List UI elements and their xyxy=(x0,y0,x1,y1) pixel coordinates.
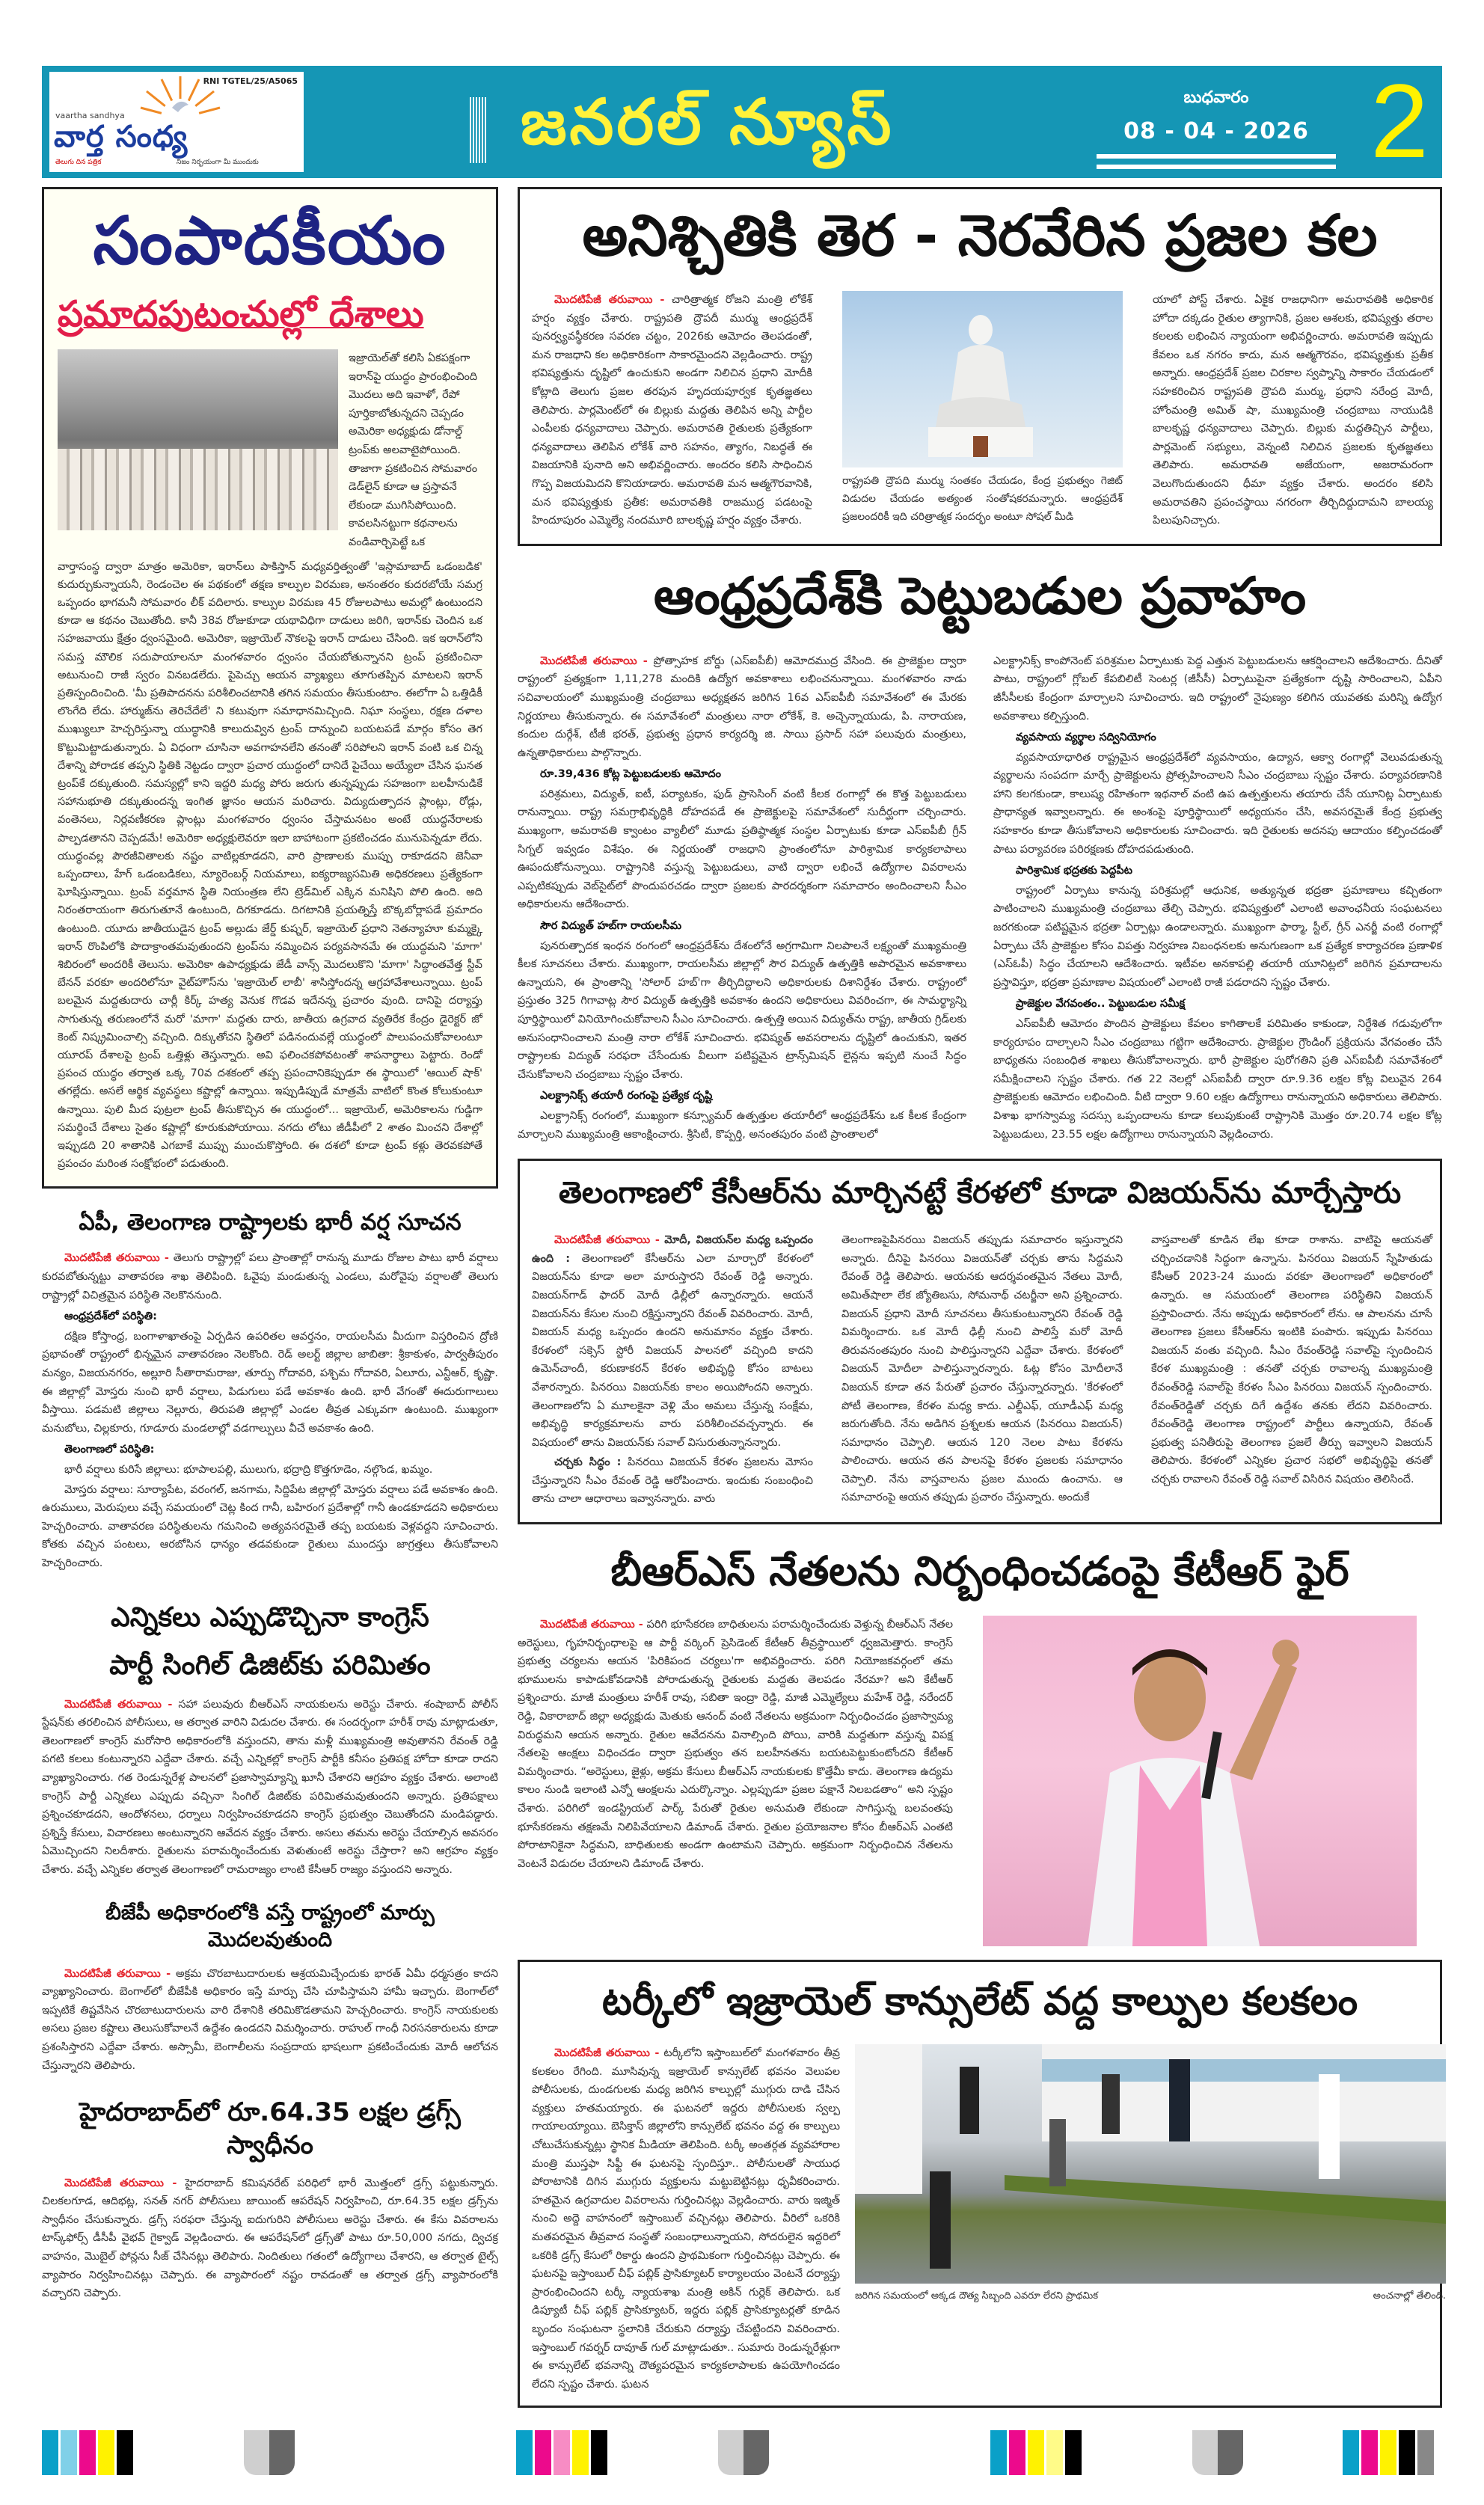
turkey-body: టర్కీలోని ఇస్తాంబుల్‌లో మంగళవారం తీవ్ర కలకలం రేగింది. మూసివున్న ఇజ్రాయెల్ కాన్సులేట్ భవనం వెలుపల పోలీసులకు, దుండగులకు మధ్య జరిగిన కాల్పుల్లో ముగ్గురు దాడి చేసిన వ్యక్తులు హతమయ్యారు. ఈ ఘటనలో ఇద్దరు పోలీసులకు స్వల్ప గాయాలయ్యాయి. బెసిక్తాస్ జిల్లాలోని కాన్సులేట్ భవనం వద్ద ఈ కాల్పులు చోటుచేసుకున్నట్లు స్థానిక మీడియా తెలిపింది. టర్కీ అంతర్గత వ్యవహారాల మంత్రి ముస్తఫా సిఫ్టీ ఈ ఘటనపై స్పందిస్తూ.. పోలీసులతో సాయుధ పోరాటానికి దిగిన ముగ్గురు వ్యక్తులను మట్టుబెట్టినట్లు ధృవీకరించారు. హతమైన ఉగ్రవాదుల వివరాలను గుర్తించినట్లు వెల్లడించారు. వారు ఇజ్మిత్ నుంచి అద్దె వాహనంలో ఇస్తాంబుల్ వచ్చినట్లు తెలిపారు. వీరిలో ఒకరికి మతపరమైన తీవ్రవాద సంస్థతో సంబంధాలున్నాయని, సోదరులైన ఇద్దరిలో ఒకరికి డ్రగ్స్ కేసులో రికార్డు ఉందని ప్రాథమికంగా గుర్తించినట్లు చెప్పారు. ఈ ఘటనపై ఇస్తాంబుల్ చీఫ్ పబ్లిక్ ప్రాసిక్యూటర్ కార్యాలయం వెంటనే దర్యాప్తు ప్రారంభించిందని టర్కీ న్యాయశాఖ మంత్రి అకిన్ గుర్లెక్ తెలిపారు. ఒక డిప్యూటీ చీఫ్ పబ్లిక్ ప్రాసిక్యూటర్, ఇద్దరు పబ్లిక్ ప్రాసిక్యూటర్లతో కూడిన బృందం సంఘటనా స్థలానికి చేరుకుని దర్యాప్తు చేపట్టిందని వివరించారు. ఇస్తాంబుల్ గవర్నర్ దావూత్ గుల్ మాట్లాడుతూ.. సుమారు రెండున్నరేళ్లుగా ఈ కాన్సులేట్ భవనాన్ని దౌత్యపరమైన కార్యకలాపాలకు ఉపయోగించడం లేదని స్పష్టం చేశారు. ఘటన xyxy=(532,2047,840,2391)
investment-subheading: రూ.39,436 కోట్ల పెట్టుబడులకు ఆమోదం xyxy=(540,768,721,781)
turkey-headline: టర్కీలో ఇజ్రాయెల్ కాన్సులేట్ వద్ద కాల్పుల కలకలం xyxy=(601,1979,1358,2025)
kerala-story xyxy=(518,1159,1442,1524)
kerala-col1-text: తెలంగాణలో కేసీఆర్‌ను ఎలా మార్చారో కేరళంలో విజయన్‌ను కూడా అలా మారుస్తారని రేవంత్ రెడ్డి అన్నారు. విజయన్‌గాడ్ ఫాదర్ మోదీ ఢిల్లీలో ఉన్నారన్నారు. ఆయనే విజయన్‌ను కేసుల నుంచి రక్షిస్తున్నారని రేవంత్ వివరించారు. మోదీ, విజయన్ మధ్య ఒప్పందం ఉందని అనుమానం వ్యక్తం చేశారు. కేరళంలో సక్సెస్ స్టోరీ విజయన్ పాలనలో వచ్చింది కాదని ఉమెన్‌చాందీ, కరుణాకరన్ కేరళం అభివృద్ధి కోసం బాటలు వేశారన్నారు. పినరయి విజయన్‌కు కాలం అయిపోందని అన్నారు. తెలంగాణలోని ఏ మూలకైనా వెళ్లి మేం అమలు చేస్తున్న సంక్షేమ, అభివృద్ధి కార్యక్రమాలను వారు పరిశీలించవచ్చన్నారు. ఈ విషయంలో తాను విజయన్‌కు సవాల్ విసురుతున్నానన్నారు. xyxy=(532,1252,814,1449)
weekday: బుధవారం xyxy=(1183,88,1249,107)
amaravati-story xyxy=(518,187,1442,546)
rain-ts-text2: మోస్తరు వర్షాలు: సూర్యాపేట, వరంగల్, జనగామ, సిద్దిపేట జిల్లాల్లో మోస్తరు వర్షాలు పడే అవకాశం ఉంది. ఉరుములు, మెరుపులు వచ్చే సమయంలో చెట్ల కింద గానీ, బహిరంగ ప్రదేశాల్లో గానీ ఉండకూడదని అధికారులు హెచ్చరించారు. వాతావరణ పరిస్థితులను గమనించి అత్యవసరమైతే తప్ప బయటకు వెళ్లవద్దని సూచించారు. కోతకు వచ్చిన పంటలు, ఆరబోసిన ధాన్యం తడవకుండా రైతులు ముందస్తు జాగ్రత్తలు తీసుకోవాలని హెచ్చరించారు. xyxy=(42,1483,498,1569)
rain-ts-heading: తెలంగాణలో పరిస్థితి: xyxy=(64,1444,155,1456)
color-bar xyxy=(42,2430,133,2475)
rain-ap-heading: ఆంధ్రప్రదేశ్‌లో పరిస్థితి: xyxy=(64,1310,157,1323)
kerala-col1-tail: పినరయి విజయన్ కేరళం ప్రజలను మోసం చేస్తున్నారని సీఎం రేవంత్ రెడ్డి ఆరోపించారు. ఇందుకు సంబంధించి తాను చాలా ఆధారాలు ఇవ్వానన్నారు. వారు xyxy=(532,1456,813,1506)
investment-subheading: వ్యవసాయ వ్యర్థాల సద్వినియోగం xyxy=(1016,732,1156,744)
page-columns xyxy=(42,187,1446,2408)
istanbul-shooting-photo xyxy=(855,2044,1446,2284)
investment-headline: ఆంధ్రప్రదేశ్‌కి పెట్టుబడుల ప్రవాహం xyxy=(653,566,1307,626)
investment-subheading: ఎలక్ట్రానిక్స్ తయారీ రంగంపై ప్రత్యేక దృష్టి xyxy=(540,1090,713,1103)
turkey-caption-right: అంచనాల్లో తేలింది. xyxy=(1373,2290,1446,2302)
amaravati-col3: యాలో పోస్ట్ చేశారు. ఏకైక రాజధానిగా అమరావతికి అధికారిక హోదా దక్కడం రైతుల త్యాగానికి, ప్రజల ఆశలకు, భవిష్యత్తు తరాల కలలకు లభించిన న్యాయంగా అభివర్ణించారు. అమరావతి ఇప్పుడు కేవలం ఒక నగరం కాదు, మన ఆత్మగౌరవం, భవిష్యత్తుకు ప్రతీక అన్నారు. ఆంధ్రప్రదేశ్ ప్రజల చిరకాల స్వప్నాన్ని సాకారం చేయడంలో సహకరించిన రాష్ట్రపతి ద్రౌపది ముర్ము, ప్రధాని నరేంద్ర మోదీ, హోంమంత్రి అమిత్ షా, ముఖ్యమంత్రి చంద్రబాబు నాయుడికి బాలకృష్ణ ధన్యవాదాలు చెప్పారు. బిల్లుకు మద్దతిచ్చిన పార్టీలు, పార్లమెంట్ సభ్యులు, వెన్నంటి నిలిచిన ప్రజలకు కృతజ్ఞతలు తెలిపారు. అమరావతి అజేయంగా, అజరామరంగా వెలుగొందుతుందని ధీమా వ్యక్తం చేశారు. అందరం కలిసి అమరావతిని ప్రపంచస్థాయి నగరంగా తీర్చిదిద్దుదామని బాలయ్య పిలుపునిచ్చారు. xyxy=(1153,294,1433,527)
congress-headline-line2: పార్టీ సింగిల్ డిజిట్‌కు పరిమితం xyxy=(109,1649,431,1681)
grey-registration-mark xyxy=(244,2430,295,2475)
kerala-headline: తెలంగాణలో కేసీఆర్‌ను మార్చినట్టే కేరళలో కూడా విజయన్‌ను మార్చేస్తారు xyxy=(558,1176,1402,1211)
investment-subheading: పారిశ్రామిక భద్రతకు పెద్దపీట xyxy=(1016,865,1132,877)
date-underline xyxy=(1097,154,1336,169)
amaravati-caption: రాష్ట్రపతి ద్రౌపది ముర్ము సంతకం చేయడం, కేంద్ర ప్రభుత్వం గెజిట్ విడుదల చేయడం అత్యంత సంతోషకరమన్నారు. ఆంధ్రప్రదేశ్ ప్రజలందరికీ ఇది చరిత్రాత్మక సందర్భం అంటూ సోషల్ మీడి xyxy=(842,475,1123,523)
dateline: మొదటిపేజీ తరువాయి - xyxy=(64,1252,169,1265)
section-title: జనరల్ న్యూస్ xyxy=(521,85,895,159)
bjp-body: అక్రమ చొరబాటుదారులకు ఆశ్రయమిచ్చేందుకు భారత్ ఏమీ ధర్మసత్రం కాదని వ్యాఖ్యానించారు. బెంగాల్‌లో బీజేపీకి అధికారం ఇస్తే మార్పు చేసి చూపిస్తామని హామీ ఇచ్చారు. బెంగాల్‌లో ఇప్పటికే తిష్టవేసిన చొరబాటుదారులను వారి దేశానికి తరిమికొడతామని హెచ్చరించారు. కాంగ్రెస్ నాయకులకు అసలు ప్రజల కష్టాలు తెలుసుకోవాలనే ఉద్దేశం ఉండదని విమర్శించారు. రాహుల్ గాంధీ నిరసనకారులను కూడా ప్రశంసిస్తారని ఎద్దేవా చేశారు. అస్సామీ, బెంగాలీలను సంప్రదాయ భాషలుగా ప్రకటించేందుకు మోదీ ఆలోచన చేస్తున్నారని తెలిపారు. xyxy=(42,1967,498,2072)
dateline: మొదటిపేజీ తరువాయి - xyxy=(554,1234,660,1247)
dateline: మొదటిపేజీ తరువాయి - xyxy=(554,294,665,306)
turkey-story xyxy=(518,1960,1446,2408)
speaker-with-mic-icon xyxy=(983,1616,1417,1946)
dateline: మొదటిపేజీ తరువాయి - xyxy=(540,1619,643,1631)
color-bar xyxy=(1343,2430,1434,2475)
dateline: మొదటిపేజీ తరువాయి - xyxy=(64,1698,173,1711)
amaravati-col1: చారిత్రాత్మక రోజని మంత్రి లోకేశ్ హర్షం వ్యక్తం చేశారు. రాష్ట్రపతి ద్రౌపదీ ముర్ము ఆంధ్రప్రదేశ్ పునర్వ్యవస్థీకరణ సవరణ చట్టం, 2026కు ఆమోదం తెలపడంతో, మన రాజధాని కల అధికారికంగా సాకారమైందని వెల్లడించారు. రాష్ట్ర భవిష్యత్తును దృష్టిలో ఉంచుకుని అండగా నిలిచిన ప్రధాని మోదీకి కోట్లాది తెలుగు ప్రజల తరపున హృదయపూర్వక కృతజ్ఞతలు తెలిపారు. పార్లమెంట్‌లో ఈ బిల్లుకు మద్దతు తెలిపిన అన్ని పార్టీల ఎంపీలకు ధన్యవాదాలు చెప్పారు. అమరావతి రైతులకు ప్రత్యేకంగా ధన్యవాదాలు తెలిపిన లోకేశ్ వారి సహనం, త్యాగం, నిబద్ధతే ఈ విజయానికి పునాది అని అభివర్ణించారు. అందరం కలిసి సాధించిన గొప్ప విజయమిదని కొనియాడారు. అమరావతి మన ఆత్మగౌరవానికి, మన భవిష్యత్తుకు ప్రతీక: అమరావతికి రాజముద్ర పడటంపై హిందూపురం ఎమ్మెల్యే నందమూరి బాలకృష్ణ హర్షం వ్యక్తం చేశారు. xyxy=(532,294,812,527)
police-scene-icon xyxy=(855,2044,1446,2284)
editorial-label: సంపాదకీయం xyxy=(93,202,447,279)
ktr-headline: బీఆర్ఎస్ నేతలను నిర్బంధించడంపై కేటీఆర్ ఫైర్ xyxy=(610,1548,1349,1595)
investment-story xyxy=(518,559,1442,1145)
brand-tagline-right: నిజం నిర్భయంగా మీ ముందుకు xyxy=(177,159,259,166)
editorial-box xyxy=(42,187,498,1189)
kerala-col3: వాస్తవాలతో కూడిన లేఖ కూడా రాశాను. వాటిపై ఆయనతో చర్చించడానికి సిద్ధంగా ఉన్నాను. పినరయి విజయన్ స్నేహితుడు కేసీఆర్ 2023-24 ముందు వరకూ తెలంగాణలో అధికారంలో ఉన్నారు. ఆ సమయంలో తెలంగాణ పరిస్థితిని విజయన్ ప్రస్తావించారు. నేను అప్పుడు అధికారంలో లేను. ఆ పాలనను చూసే తెలంగాణ ప్రజలు కేసీఆర్‌ను ఇంటికి పంపారు. ఇప్పుడు పినరయి విజయన్ వంతు వచ్చింది. సీఎం రేవంత్‌రెడ్డి సవాల్‌పై స్పందించిన కేరళ ముఖ్యమంత్రి : తనతో చర్చకు రావాలన్న ముఖ్యమంత్రి రేవంత్‌రెడ్డి సవాల్‌పై కేరళం సీఎం పినరయి విజయన్ స్పందించారు. రేవంత్‌రెడ్డితో చర్చకు దిగే ఉద్దేశం తనకు లేదని వివరించారు. రేవంత్‌రెడ్డి తెలంగాణ రాష్ట్రంలో పార్టీలు ఉన్నాయని, రేవంత్ ప్రభుత్వ పనితీరుపై తెలంగాణ ప్రజలే తీర్పు ఇవ్వాలని విజయన్ తెలిపారు. కేరళంలో ఎన్నికల ప్రచార సభలో అభివృద్ధిపై తనతో చర్చకు రావాలని రేవంత్ రెడ్డి సవాల్ విసిరిన విషయం తెలిసిందే. xyxy=(1151,1234,1432,1485)
ktr-speech-photo xyxy=(983,1616,1417,1946)
kerala-subheading: చర్చకు సిద్ధం : xyxy=(554,1456,622,1469)
hyderabad-drugs-story xyxy=(42,2096,498,2305)
color-bar xyxy=(990,2430,1082,2475)
print-color-bars xyxy=(42,2430,1442,2475)
investment-col2 xyxy=(993,652,1442,1145)
color-bar xyxy=(516,2430,607,2475)
kerala-lead-bold: మోదీ, విజయన్‌ల మధ్య ఒప్పందం ఉంది : xyxy=(532,1234,813,1265)
hyd-body: హైదరాబాద్ కమిషనరేట్ పరిధిలో భారీ మొత్తంలో డ్రగ్స్ పట్టుకున్నారు. చిలకలగూడ, ఆదిభట్ల, సనత్ నగర్ పోలీసులు జాయింట్ ఆపరేషన్ నిర్వహించి, రూ.64.35 లక్షల డ్రగ్స్‌ను స్వాధీనం చేసుకున్నారు. డ్రగ్స్ సరఫరా చేస్తున్న ఐదుగురిని పోలీసులు అరెస్టు చేశారు. ఈ కేసు వివరాలను టాస్క్‌ఫోర్స్ డీసీపీ వైభవ్ గైక్వాడ్ వెల్లడించారు. ఈ ఆపరేషన్‌లో డ్రగ్స్‌తో పాటు రూ.50,000 నగదు, ద్విచక్ర వాహనం, మొబైల్ ఫోన్లను సీజ్ చేసినట్లు తెలిపారు. నిందితులు గతంలో ఉద్యోగాలు చేశారని, ఆ తర్వాత టైల్స్ వ్యాపారం నిర్వహించినట్లు చెప్పారు. ఈ వ్యాపారంలో నష్టం రావడంతో ఆ తర్వాత డ్రగ్స్ వ్యాపారంలోకి వచ్చారని చెప్పారు. xyxy=(42,2177,498,2300)
rain-headline: ఏపీ, తెలంగాణ రాష్ట్రాలకు భారీ వర్ష సూచన xyxy=(79,1209,462,1236)
amaravati-headline: అనిశ్చితికి తెర - నెరవేరిన ప్రజల కల xyxy=(582,202,1378,269)
congress-headline-line1: ఎన్నికలు ఎప్పుడొచ్చినా కాంగ్రెస్ xyxy=(111,1601,429,1633)
buddha-statue-photo xyxy=(842,291,1123,467)
investment-para: ఎలక్ట్రానిక్స్ రంగంలో, ముఖ్యంగా కన్స్యూమర్ ఉత్పత్తుల తయారీలో ఆంధ్రప్రదేశ్‌ను ఒక కీలక కేంద్రంగా మార్చాలని ముఖ్యమంత్రి ఆకాంక్షించారు. శ్రీసిటీ, కొప్పర్తి, అనంతపురం వంటి ప్రాంతాలలో xyxy=(518,1109,966,1141)
editorial-body: వార్తాసంస్థ ద్వారా మాత్రం అమెరికా, ఇరాన్‌లు పాకిస్తాన్ మధ్యవర్తిత్వంతో 'ఇస్లామాబాద్ ఒడంబడిక' కుదుర్చుకున్నాయనీ, రెండంచెల ఈ పథకంలో తక్షణ కాల్పుల విరమణ, అనంతరం కుదరబోయే సమగ్ర ఒప్పందం భాగమనీ సోమవారం లీక్ వదిలారు. కాల్పుల విరమణ 45 రోజులపాటు అమల్లో ఉంటుందని కూడా ఆ కథనం చెబుతోంది. కానీ 38వ రోజుకూడా యథావిధిగా దాడులు జరిగి, ఇరాన్‌కు చెందిన ఒక సహజవాయు క్షేత్రం ధ్వంసమైంది. అమెరికా, ఇజ్రాయెల్ నౌకలపై ఇరాన్ దాడులు చేసింది. ఇక ఇరాన్‌లోని సమస్త మౌలిక సదుపాయాలనూ మంగళవారం ధ్వంసం చేయబోతున్నానని ట్రంప్ ప్రకటించినా అటునుంచి రాజీ స్వరం వినబడలేదు. పైపెచ్చు ఆయన వ్యాఖ్యలు తూగుతప్పిన మాటలని ఇరాన్ ప్రతిస్పందించింది. 'మీ ప్రతిపాదనను పరిశీలించటానికి తగిన సమయం తీసుకుంటాం. ఈలోగా ఏ ఒత్తిడికీ లొంగేది లేదు. హార్ముజ్‌ను తెరిచేదేలే' ని కటువుగా సమాధానమిచ్చింది. నిఘా సంస్థలు, రక్షణ దళాల ముఖ్యులూ హెచ్చరిస్తున్నా యుద్ధానికి కాలుదువ్విన ట్రంప్ దాన్నుంచి బయటపడే మార్గం కోసం తెగ కొట్టుమిట్టాడుతున్నారు. ఏ విధంగా చూసినా అవగాహనలేని తనంతో సరిపోలని ఇరాన్ వంటి ఒక చిన్న దేశాన్ని పోరాడక తప్పని స్థితికి నెట్టడం ద్వారా ప్రచార యుద్ధంలో దానిదే పైచేయి అయ్యేలా చేసిన ఘనత ట్రంప్‌కే దక్కుతుంది. సమస్యల్లో కాని ఇద్దరి మధ్య పోరు జరుగు తున్నప్పుడు సహజంగా బలహీనుడికే సహానుభూతి దక్కుతుందన్న ఇంగిత జ్ఞానం ఆయన మరిచారు. విద్యుదుత్పాదన ప్లాంట్లు, రోడ్లు, వంతెనలు, నిర్లవణీకరణ ప్లాంట్లు మంగళవారం ధ్వంసం చేస్తామనటం అంటే యుద్ధనేరాలకు పాల్పడతానని చెప్పడమే! అమెరికా అధ్యక్షులెవరూ ఇలా బాహాటంగా ప్రకటించడం మునుపెన్నడూ లేదు. యుద్ధంవల్ల పౌరజీవితాలకు నష్టం వాటిల్లకూడదని, వారి ప్రాణాలకు ముప్పు రాకూడదని జెనీవా ఒప్పందాలు, హేగ్ ఒడంబడికలు, న్యూరెంబర్గ్ నియమాలు, ఐక్యరాజ్యసమితి అధికరణలు ప్రత్యేకంగా ఘోషిస్తున్నాయి. ట్రంప్ వర్తమాన స్థితి నియంత్రణ లేని ట్రెడ్‌మిల్ ఎక్కిన మనిషిని పోలి ఉంది. అది నిరంతరాయంగా తిరుగుతూనే ఉంటుంది, దిగకూడదు. దిగటానికి ప్రయత్నిస్తే బొక్కబోర్లాపడే ప్రమాదం ఉంటుంది. యూదు జాతీయుడైన ట్రంప్ అల్లుడు జేర్డ్ కుష్నర్, ఇజ్రాయెల్ ప్రధాని నెతన్యాహూ కుమ్మక్కై ఇరాన్ రొంపిలోకి పొదాక్రాంతమవుతుందని ట్రంప్‌ను నమ్మించిన పర్యవసానమే ఈ యుద్ధమని 'మాగా' శిబిరంలో అందరికీ తెలుసు. అమెరికా ఉపాధ్యక్షుడు జేడీ వాన్స్ మొదలుకొని 'మాగా' సిద్ధాంతవేత్త స్టీవ్ బేనన్ వరకూ అందరిలోనూ వైట్‌హౌస్‌ను 'ఇజ్రాయెల్ లాబీ' శాసిస్తోందన్న ఆగ్రహావేశాలున్నాయి. ట్రంప్ బలమైన మద్దతుదారు చార్లీ కిర్క్ హత్య వెనుక గొడవ ఇదేనన్న ప్రచారం వుంది. దానిపై దర్యాప్తు సాగుతున్న తరుణంలోనే మరో 'మాగా' మద్దతు దారు, జాతీయ ఉగ్రవాద వ్యతిరేక కేంద్రం డైరెక్టర్ జో కెంట్ నిష్క్రమించాల్సి వచ్చింది. దిక్కుతోచని స్థితిలో పడినందువల్లే యుద్ధంలో పాలుపంచుకోవాలంటూ యూరప్ దేశాలపై ట్రంప్ ఒత్తిళ్లు తెస్తున్నారు. అవి ఫలించకపోవటంతో శాపనార్థాలు పెట్టారు. రెండో ప్రపంచ యుద్ధం తర్వాత ఒక్క 70వ దశకంలో తప్ప ప్రపంచానికెప్పుడూ ఈ స్థాయిలో 'ఆయిల్ షాక్' తగల్లేదు. అసలే ఆర్థిక వ్యవస్థలు కష్టాల్లో ఉన్నాయి. ఇప్పుడిప్పుడే మాత్రమే వాటిలో కొంత కోలుకుంటూ ఉన్నాయి. పులి మీద పుట్రలా ట్రంప్ తీసుకొచ్చిన ఈ యుద్ధంలో... ఇజ్రాయెల్, అమెరికాలను గుడ్డిగా సమర్థించే దేశాలు సైతం కష్టాల్లో కూరుకుపోయాయి. నగదు లోటు జీడీపీలో 2 శాతం మించని దేశాల్లో ఇప్పుడది 20 శాతానికి ఎగబాకే ముప్పు ముంచుకొస్తోంది. ఈ దశలో కూడా ట్రంప్ కళ్లు తెరవకపోతే ప్రపంచం మరింత సంక్షోభంలో పడుతుంది. xyxy=(58,560,482,1171)
editorial-headline: ప్రమాదపుటంచుల్లో దేశాలు xyxy=(58,293,424,335)
rni-number: RNI TGTEL/25/A5065 xyxy=(203,76,298,86)
investment-subheading: ప్రాజెక్టుల వేగవంతం.. పెట్టుబడుల సమీక్ష xyxy=(1016,998,1186,1011)
investment-col1 xyxy=(518,652,966,1145)
congress-body: సహా పలువురు బీఆర్ఎస్ నాయకులను అరెస్టు చేశారు. శంషాబాద్ పోలీస్ స్టేషన్‌కు తరలించిన పోలీసులు, ఆ తర్వాత వారిని విడుదల చేశారు. ఈ సందర్భంగా హరీశ్ రావు మాట్లాడుతూ, తెలంగాణలో కాంగ్రెస్ మరోసారి అధికారంలోకి వస్తుందని, తాను మళ్లీ ముఖ్యమంత్రి అవుతానని రేవంత్ రెడ్డి పగటి కలలు కంటున్నారని ఎద్దేవా చేశారు. వచ్చే ఎన్నికల్లో కాంగ్రెస్ పార్టీకి కనీసం ప్రతిపక్ష హోదా కూడా రాదని వ్యాఖ్యానించారు. గత రెండున్నరేళ్ల పాలనలో ప్రజాస్వామ్యాన్ని ఖూనీ చేశారని ఆగ్రహం వ్యక్తం చేశారు. అలాంటి కాంగ్రెస్ పార్టీ ఎన్నికలు ఎప్పుడు వచ్చినా సింగిల్ డిజిట్‌కు పరిమితమవుతుందని అన్నారు. ప్రతిపక్షాలు ప్రశ్నించకూడదని, ఆందోళనలు, ధర్నాలు నిర్వహించకూడదని కాంగ్రెస్ ప్రభుత్వం చెబుతోందని మండిపడ్డారు. ప్రశ్నిస్తే కేసులు, విచారణలు అంటున్నారని ఆవేదన వ్యక్తం చేశారు. అసలు తమను అరెస్టు చేయాల్సిన అవసరం ఏమొచ్చిందని నిలదీశారు. రైతులను పరామర్శించేందుకు వెళుతుంటే అరెస్టు చేస్తారా? అని ఆగ్రహం వ్యక్తం చేశారు. వచ్చే ఎన్నికల తర్వాత తెలంగాణలో రామరాజ్యం లాంటి కేసీఆర్ రాజ్యం వస్తుందని అన్నారు. xyxy=(42,1698,499,1876)
brand-telugu: వార్త సంధ్య xyxy=(54,120,188,154)
rain-intro: తెలుగు రాష్ట్రాల్లో పలు ప్రాంతాల్లో రానున్న మూడు రోజుల పాటు భారీ వర్షాలు కురవబోతున్నట్టు వాతావరణ శాఖ తెలిపింది. ఓవైపు మండుతున్న ఎండలు, మరోవైపు వర్షాలతో తెలుగు రాష్ట్రాల్లో విచిత్రమైన పరిస్థితి నెలకొననుంది. xyxy=(42,1252,499,1301)
masthead xyxy=(42,62,1442,180)
rain-ts-text1: భారీ వర్షాలు కురిసే జిల్లాలు: భూపాలపల్లి, ములుగు, భద్రాద్రి కొత్తగూడెం, నల్గొండ, ఖమ్మం. xyxy=(64,1463,433,1476)
page-number: 2 xyxy=(1370,62,1429,180)
turkey-caption-left: జరిగిన సమయంలో అక్కడ దౌత్య సిబ్బంది ఎవరూ లేరని ప్రాథమిక xyxy=(855,2290,1099,2302)
investment-para: ఎలక్ట్రానిక్స్ కాంపోనెంట్ పరిశ్రమల ఏర్పాటుకు పెద్ద ఎత్తున పెట్టుబడులను ఆకర్షించాలని ఆదేశించారు. దీనితో పాటు, రాష్ట్రంలో గ్లోబల్ కేపబిలిటీ సెంటర్ల (జీసీసీ) ఏర్పాటుపైనా ప్రత్యేకంగా దృష్టి సారించాలని, ఏపీని జీసీసీలకు కేంద్రంగా మార్చాలని సూచించారు. ఇది రాష్ట్రంలో నైపుణ్యం కలిగిన యువతకు మరిన్ని ఉద్యోగ అవకాశాలు కల్పిస్తుంది. xyxy=(993,654,1442,723)
hyd-headline: హైదరాబాద్‌లో రూ.64.35 లక్షల డ్రగ్స్ స్వాధీనం xyxy=(79,2097,461,2161)
investment-para: రాష్ట్రంలో ఏర్పాటు కానున్న పరిశ్రమల్లో ఆధునిక, అత్యున్నత భద్రతా ప్రమాణాలు కచ్చితంగా పాటించాలని ముఖ్యమంత్రి చంద్రబాబు తేల్చి చెప్పారు. భవిష్యత్తులో ఎలాంటి అవాంఛనీయ సంఘటనలు జరగకుండా పటిష్టమైన భద్రతా ఏర్పాట్లు ఉండాలన్నారు. ముఖ్యంగా ఫార్మా, స్టీల్, గ్రీన్ ఎనర్జీ వంటి రంగాల్లో ఏర్పాటు చేసే ప్రాజెక్టుల కోసం విపత్తు నిర్వహణ నిబంధనలకు అనుగుణంగా ఒక ప్రత్యేక కార్యాచరణ ప్రణాళిక (ఎస్ఓపీ) సిద్ధం చేయాలని ఆదేశించారు. ఇటీవల అనకాపల్లి తయారీ యూనిట్లలో జరిగిన ప్రమాదాలను ప్రస్తావిస్తూ, భద్రతా ప్రమాణాల విషయంలో ఎలాంటి రాజీ పడరాదని స్పష్టం చేశారు. xyxy=(993,884,1442,989)
bjp-story xyxy=(42,1900,498,2076)
grey-registration-mark xyxy=(718,2430,769,2475)
brand-english: vaartha sandhya xyxy=(55,111,125,120)
divider-lines xyxy=(470,97,486,163)
congress-story xyxy=(42,1594,498,1881)
kerala-col2: తెలంగాణపైపినరయి విజయన్ తప్పుడు సమాచారం ఇస్తున్నారని అన్నారు. దీనిపై పినరయి విజయన్‌తో చర్చకు తాను సిద్ధమని రేవంత్ రెడ్డి తెలిపారు. ఆయనకు ఆదర్శవంతమైన నేతలు మోదీ, అమిత్‌షాలా లేక జ్యోతిబసు, సోమనాథ్ చటర్జీనా అని ప్రశ్నించారు. విజయన్ ప్రధాని మోదీ సూచనలు తీసుకుంటున్నారని రేవంత్ రెడ్డి విమర్శించారు. ఒక మోదీ ఢిల్లీ నుంచి పాలిస్తే మరో మోదీ తిరువనంతపురం నుంచి పాలిస్తున్నారని ఎద్దేవా చేశారు. కేరళంలో విజయన్ మోదీలా పాలిస్తున్నారన్నారు. ఓట్ల కోసం మోదీలానే విజయన్ కూడా తన పేరుతో ప్రచారం చేస్తున్నారన్నారు. 'కేరళంలో పోటీ తెలంగాణ, కేరళం మధ్య కాదు. ఎల్డీఎఫ్, యూడీఎఫ్ మధ్య జరుగుతోంది. నేను అడిగిన ప్రశ్నలకు ఆయన (పినరయి విజయన్) సమాధానం చెప్పాలి. ఆయన 120 నెలల పాటు కేరళను పాలించారు. ఆయన తన పాలనపై కేరళం ప్రజలకు సమాధానం చెప్పాలి. నేను వాస్తవాలను ప్రజల ముందు ఉంచాను. ఆ సమాచారంపై ఆయన తప్పుడు ప్రచారం చేస్తున్నారు. అందుకే xyxy=(841,1234,1123,1504)
buddha-statue-icon xyxy=(925,307,1037,457)
editorial-photo-smoke-city xyxy=(58,349,338,530)
editorial-side-text: ఇజ్రాయెల్‌తో కలిసి ఏకపక్షంగా ఇరాన్‌పై యుద్ధం ప్రారంభించింది మొదలు అది ఇవాళో, రేపో పూర్తికాబోతున్నదని చెప్పడం అమెరికా అధ్యక్షుడు డోనాల్డ్ ట్రంప్‌కు అలవాటైపోయింది. తాజాగా ప్రకటించిన సోమవారం డెడ్‌లైన్ కూడా ఆ ప్రస్తావనే లేకుండా ముగిసిపోయింది. కావలసినట్టుగా కథనాలను వండివార్చిపెట్టే ఒక xyxy=(349,352,478,548)
investment-para: పరిశ్రమలు, విద్యుత్, ఐటీ, పర్యాటకం, ఫుడ్ ప్రాసెసింగ్ వంటి కీలక రంగాల్లో ఈ కొత్త పెట్టుబడులు రానున్నాయి. రాష్ట్ర సమగ్రాభివృద్ధికి దోహదపడే ఈ ప్రాజెక్టులపై సమావేశంలో సుదీర్ఘంగా చర్చించారు. ముఖ్యంగా, అమరావతి క్వాంటం వ్యాలీలో మూడు ప్రతిష్ఠాత్మక సంస్థల ఏర్పాటుకు కూడా ఎస్ఐపీబీ గ్రీన్ సిగ్నల్ ఇవ్వడం విశేషం. ఈ నిర్ణయంతో రాజధాని ప్రాంతంలోనూ పారిశ్రామిక కార్యకలాపాలు ఊపందుకోనున్నాయి. రాష్ట్రానికి వస్తున్న పెట్టుబడులు, వాటి ద్వారా లభించే ఉద్యోగాల వివరాలను ఎప్పటికప్పుడు వెబ్‌సైట్‌లో పొందుపరచడం ద్వారా ప్రజలకు పారదర్శకంగా సమాచారం అందించాలని సీఎం అధికారులను ఆదేశించారు. xyxy=(518,788,966,911)
left-column xyxy=(42,187,498,2305)
grey-registration-mark xyxy=(1192,2430,1243,2475)
issue-date: 08 - 04 - 2026 xyxy=(1123,118,1309,144)
investment-para: ప్రోత్సాహక బోర్డు (ఎస్ఐపీబీ) ఆమోదముద్ర వేసింది. ఈ ప్రాజెక్టుల ద్వారా రాష్ట్రంలో ప్రత్యక్షంగా 1,11,278 మందికి ఉద్యోగ అవకాశాలు లభించనున్నాయి. మంగళవారం నాడు సచివాలయంలో ముఖ్యమంత్రి చంద్రబాబు అధ్యక్షతన జరిగిన 16వ ఎస్ఐపీబీ సమావేశంలో ఈ మేరకు నిర్ణయాలు తీసుకున్నారు. ఈ సమావేశంలో మంత్రులు నారా లోకేశ్, కె. అచ్చెన్నాయుడు, పి. నారాయణ, కందుల దుర్గేశ్, టీజీ భరత్, ప్రభుత్వ ప్రధాన కార్యదర్శి జి. సాయి ప్రసాద్ సహా పలువురు మంత్రులు, ఉన్నతాధికారులు పాల్గొన్నారు. xyxy=(518,654,966,759)
dateline: మొదటిపేజీ తరువాయి - xyxy=(64,1967,171,1980)
dateline: మొదటిపేజీ తరువాయి - xyxy=(554,2047,660,2060)
dateline: మొదటిపేజీ తరువాయి - xyxy=(64,2177,177,2189)
kerala-col1 xyxy=(532,1231,813,1510)
rain-ap-text: దక్షిణ కోస్తాంధ్ర, బంగాళాఖాతంపై ఏర్పడిన ఉపరితల ఆవర్తనం, రాయలసీమ మీదుగా విస్తరించిన ద్రోణి ప్రభావంతో రాష్ట్రంలో భిన్నమైన వాతావరణం నెలకొంది. రెడ్ అలర్ట్ జిల్లాల జాబితా: శ్రీకాకుళం, పార్వతీపురం మన్యం, విజయనగరం, అల్లూరి సీతారామరాజు, తూర్పు గోదావరి, పశ్చిమ గోదావరి, ఏలూరు, ఎన్టీఆర్, కృష్ణా. ఈ జిల్లాల్లో మోస్తరు నుంచి భారీ వర్షాలు, పిడుగులు పడే అవకాశం ఉంది. భారీ వేగంతో ఈదురుగాలులు వీస్తాయి. పడమటి జిల్లాలు నెల్లూరు, తిరుపతి జిల్లాల్లో ఎండల తీవ్రత ఎక్కువగా ఉంటుంది. ముఖ్యంగా మనుబోలు, చిల్లకూరు, గూడూరు మండలాల్లో వడగాల్పులు వీచే అవకాశం ఉంది. xyxy=(42,1330,498,1435)
investment-para: వ్యవసాయాధారిత రాష్ట్రమైన ఆంధ్రప్రదేశ్‌లో వ్యవసాయం, ఉద్యాన, ఆక్వా రంగాల్లో వెలువడుతున్న వ్యర్థాలను సంపదగా మార్చే ప్రాజెక్టులను ప్రోత్సహించాలని సీఎం చంద్రబాబు స్పష్టం చేశారు. పర్యావరణానికి హాని కలగకుండా, కాలుష్య రహితంగా ఇథనాల్ వంటి ఉప ఉత్పత్తులను తయారు చేసే యూనిట్ల ఏర్పాటుకు ప్రాధాన్యత ఇవ్వాలన్నారు. ఈ అంశంపై పూర్తిస్థాయిలో అధ్యయనం చేసి, అవసరమైతే కేంద్ర ప్రభుత్వ సహకారం కూడా తీసుకోవాలని అధికారులకు సూచించారు. ఇది రైతులకు అదనపు ఆదాయం కల్పించడంతో పాటు పర్యావరణ పరిరక్షణకు దోహదపడుతుంది. xyxy=(993,751,1442,856)
dateline: మొదటిపేజీ తరువాయి - xyxy=(540,654,648,667)
investment-para: ఎస్ఐపీబీ ఆమోదం పొందిన ప్రాజెక్టులు కేవలం కాగితాలకే పరిమితం కాకుండా, నిర్దేశిత గడువులోగా కార్యరూపం దాల్చాలని సీఎం చంద్రబాబు గట్టిగా ఆదేశించారు. ప్రాజెక్టుల గ్రౌండింగ్ ప్రక్రియను వేగవంతం చేసే బాధ్యతను సంబంధిత శాఖలు తీసుకోవాలన్నారు. భారీ ప్రాజెక్టుల పురోగతిని ప్రతి ఎస్ఐపీబీ సమావేశంలో సమీక్షించాలని స్పష్టం చేశారు. గత 22 నెలల్లో ఎస్ఐపీబీ ద్వారా రూ.9.36 లక్షల కోట్ల విలువైన 264 ప్రాజెక్టులకు ఆమోదం లభించింది. వీటి ద్వారా 9.60 లక్షల ఉద్యోగాలు రానున్నాయని అధికారులు తెలిపారు. విశాఖ భాగస్వామ్య సదస్సు ఒప్పందాలను కూడా కలుపుకుంటే రాష్ట్రానికి మొత్తం రూ.20.74 లక్షల కోట్ల పెట్టుబడులు, 23.55 లక్షల ఉద్యోగాలు రానున్నాయని వెల్లడించారు. xyxy=(993,1018,1442,1141)
investment-subheading: సౌర విద్యుత్ హబ్‌గా రాయలసీమ xyxy=(540,920,682,933)
ktr-story xyxy=(518,1538,1442,1946)
newspaper-logo xyxy=(49,72,304,172)
right-column xyxy=(518,187,1446,2408)
rain-story xyxy=(42,1208,498,1574)
bjp-headline: బీజేపీ అధికారంలోకి వస్తే రాష్ట్రంలో మార్పు మొదలవుతుంది xyxy=(105,1901,435,1951)
investment-para: పునరుత్పాదక ఇంధన రంగంలో ఆంధ్రప్రదేశ్‌ను దేశంలోనే అగ్రగామిగా నిలపాలనే లక్ష్యంతో ముఖ్యమంత్రి కీలక సూచనలు చేశారు. ముఖ్యంగా, రాయలసీమ జిల్లాల్లో సౌర విద్యుత్ ఉత్పత్తికి అపారమైన అవకాశాలు ఉన్నాయని, ఈ ప్రాంతాన్ని 'సోలార్ హబ్'గా తీర్చిదిద్దాలని అధికారులకు దిశానిర్దేశం చేశారు. రాష్ట్రంలో ప్రస్తుతం 325 గిగావాట్ల సౌర విద్యుత్ ఉత్పత్తికి అవకాశం ఉందని అధికారులు వివరించగా, ఈ సామర్థ్యాన్ని పూర్తిస్థాయిలో వినియోగించుకోవాలని సీఎం సూచించారు. ఉత్పత్తి అయిన విద్యుత్‌ను రాష్ట్ర, జాతీయ గ్రిడ్‌లకు అనుసంధానించాలని మంత్రి నారా లోకేశ్ సూచించారు. భవిష్యత్ అవసరాలను దృష్టిలో ఉంచుకుని, ఇతర రాష్ట్రాలకు విద్యుత్ సరఫరా చేసేందుకు వీలుగా పటిష్టమైన ట్రాన్స్‌మిషన్ లైన్లను ఇప్పటి నుంచే సిద్ధం చేసుకోవాలని చంద్రబాబు స్పష్టం చేశారు. xyxy=(518,939,966,1081)
ktr-body: పరిగి భూసేకరణ బాధితులను పరామర్శించేందుకు వెళ్తున్న బీఆర్ఎస్ నేతల అరెస్టులు, గృహనిర్బంధాలపై ఆ పార్టీ వర్కింగ్ ప్రెసిడెంట్ కేటీఆర్ తీవ్రస్థాయిలో ధ్వజమెత్తారు. కాంగ్రెస్ ప్రభుత్వ చర్యలను ఆయన 'పిరికిపంద చర్యలు'గా అభివర్ణించారు. పరిగి నియోజకవర్గంలో తమ భూములను కాపాడుకోవడానికి పోరాడుతున్న రైతులకు మద్దతు తెలపడం నేరమా? అని కేటీఆర్ ప్రశ్నించారు. మాజీ మంత్రులు హరీశ్ రావు, సబితా ఇంద్రా రెడ్డి, మాజీ ఎమ్మెల్యేలు మహేశ్ రెడ్డి, నరేందర్ రెడ్డి, వికారాబాద్ జిల్లా అధ్యక్షుడు మెతుకు ఆనంద్ వంటి నేతలను అక్రమంగా నిర్బంధించడం ప్రజాస్వామ్య విరుద్ధమని ఆయన అన్నారు. రైతుల ఆవేదనను వినాల్సింది పోయి, వారికి మద్దతుగా వస్తున్న విపక్ష నేతలపై ఆంక్షలు విధించడం ద్వారా ప్రభుత్వం తన బలహీనతను బయటపెట్టుకుంటోందని కేటీఆర్ విమర్శించారు. “అరెస్టులు, జైళ్లు, అక్రమ కేసులు బీఆర్ఎస్ నాయకులకు కొత్తేమీ కాదు. తెలంగాణ ఉద్యమ కాలం నుండి ఇలాంటి ఎన్నో ఆంక్షలను ఎదుర్కొన్నాం. ఎల్లప్పుడూ ప్రజల పక్షానే నిలబడతాం“ అని స్పష్టం చేశారు. పరిగిలో ఇండస్ట్రియల్ పార్క్ పేరుతో రైతుల అనుమతి లేకుండా సాగిస్తున్న బలవంతపు భూసేకరణను తక్షణమే నిలిపివేయాలని డిమాండ్ చేశారు. రైతుల ప్రయోజనాల కోసం బీఆర్ఎస్ ఎంతటి పోరాటానికైనా సిద్ధమని, బాధితులకు అండగా ఉంటామని చెప్పారు. అక్రమంగా నిర్బంధించిన నేతలను వెంటనే విడుదల చేయాలని డిమాండ్ చేశారు. xyxy=(518,1619,953,1870)
brand-tagline-left: తెలుగు దిన పత్రిక xyxy=(55,159,102,166)
